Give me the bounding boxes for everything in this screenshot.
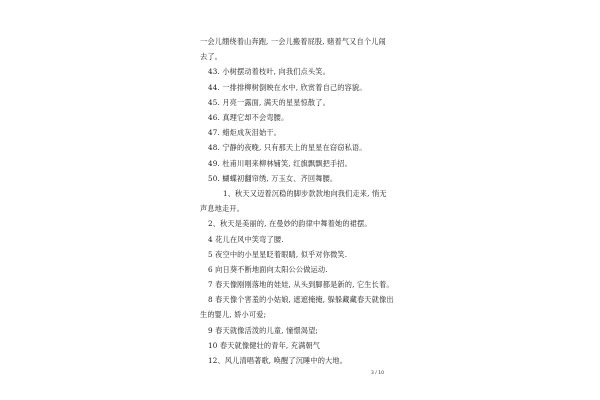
text-line: 12、风儿清唱著歌, 唤醒了沉睡中的大地。 (208, 356, 348, 365)
text-line: 5 夜空中的小星星眨着眼睛, 似乎对你微笑. (208, 249, 348, 259)
text-line: 6 向日葵不断地面向太阳公公做运动. (208, 264, 328, 274)
text-line: 8 春天像个害羞的小姑娘, 遮遮掩掩, 躲躲藏藏春天就像出 (208, 295, 394, 305)
text-line: 1、秋天又迈着沉稳的脚步款款地向我们走来, 悄无 (223, 188, 387, 198)
text-line: 7 春天像刚刚落地的娃娃, 从头到脚都是新的, 它生长着。 (208, 280, 394, 289)
text-line: 43. 小树摆动着枝叶, 向我们点头笑。 (208, 67, 330, 77)
text-line: 46. 真理它却不会弯腰。 (208, 113, 289, 122)
text-line: 49. 杜甫川唱来柳林铺笑, 红旗飘飘把手招。 (208, 158, 352, 168)
page-number: 3 / 10 (371, 371, 384, 376)
text-line: 9 春天就像活泼的儿童, 憧憬渴望; (208, 325, 318, 335)
text-line: 去了。 (200, 52, 223, 62)
text-line: 4 花儿在风中笑弯了腰. (208, 234, 284, 244)
text-line: 47. 蜡炬成灰泪始干。 (208, 128, 282, 138)
text-line: 50. 蝴蝶初翻帘绣, 万玉女、齐回舞腰。 (208, 173, 338, 183)
text-line: 10 春天就像健壮的青年, 充满朝气 (208, 340, 321, 350)
text-line: 45. 月亮一露面, 满天的星星惊散了。 (208, 97, 330, 107)
text-line: 声息地走开。 (200, 204, 245, 214)
text-line: 一会儿绷绕着山奔跑, 一会儿搬着屁股, 赌着气又自个儿闹 (200, 37, 386, 46)
text-line: 48. 宁静的夜晚, 只有那天上的星星在窃窃私语。 (208, 143, 367, 153)
text-line: 2、秋天是美丽的, 在曼妙的韵律中舞着她的裙摆。 (208, 219, 372, 229)
text-line: 生的婴儿, 娇小可爱; (200, 310, 267, 320)
text-line: 44. 一排排柳树倒映在水中, 欣赏着自己的容貌。 (208, 82, 367, 92)
